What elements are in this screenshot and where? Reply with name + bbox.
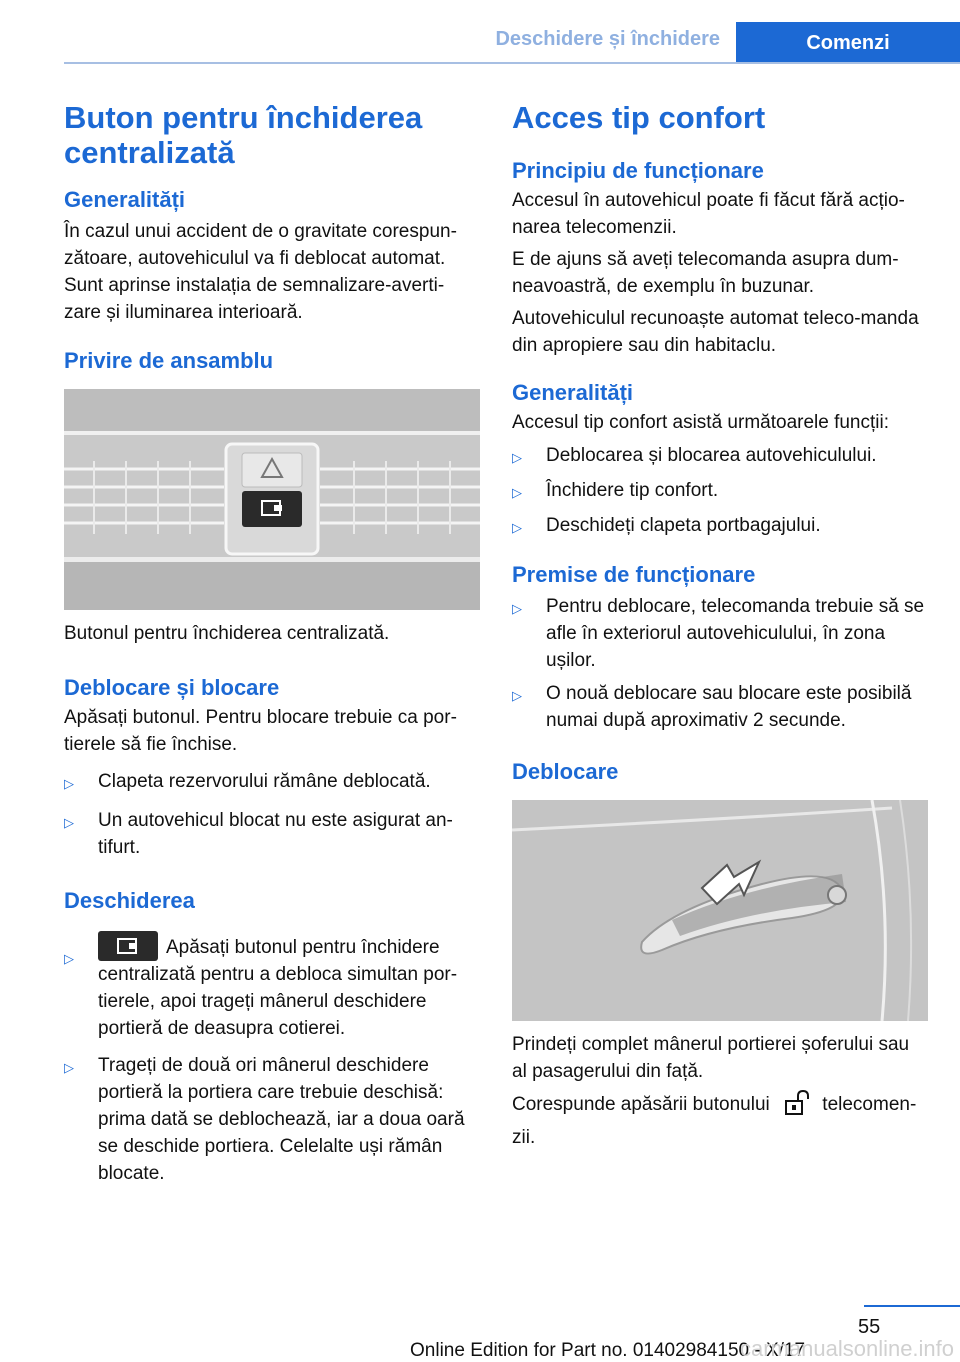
left-column <box>64 100 480 1187</box>
header-section-title: Deschidere și închidere <box>495 28 720 50</box>
triangle-right-icon: ▷ <box>64 776 74 791</box>
general-text: În cazul unui accident de o gravitate corespun-zătoare, autovehiculul va fi deblocat automat. Sunt aprinse instalația de semnalizare-averti-zare și iluminarea interioară. <box>64 221 457 323</box>
list-item-text: O nouă deblocare sau blocare este posibilă numai după aproximativ 2 secunde. <box>546 683 912 731</box>
page-number: 55 <box>858 1316 881 1338</box>
header-rule <box>64 62 960 64</box>
heading-principle: Principiu de funcționare <box>512 158 764 183</box>
heading-unlocking: Deblocare <box>512 759 619 784</box>
list-item-text: Deblocarea și blocarea autovehiculului. <box>546 445 877 466</box>
triangle-right-icon: ▷ <box>512 485 522 500</box>
section-title-comfort-access: Acces tip confort <box>512 100 766 135</box>
right-column <box>512 100 928 1151</box>
principle-text-2: E de ajuns să aveți telecomanda asupra dum-neavoastră, de exemplu în buzunar. <box>512 249 899 297</box>
unlock-lock-text: Apăsați butonul. Pentru blocare trebuie ca por-tierele să fie închise. <box>64 707 457 755</box>
heading-premises: Premise de funcționare <box>512 562 756 587</box>
list-item <box>512 477 928 506</box>
heading-general-right: Generalități <box>512 380 634 405</box>
triangle-right-icon: ▷ <box>64 815 74 830</box>
triangle-right-icon: ▷ <box>512 450 522 465</box>
heading-opening: Deschiderea <box>64 888 195 913</box>
list-item <box>64 931 480 1042</box>
general-right-text: Accesul tip confort asistă următoarele funcții: <box>512 412 890 433</box>
triangle-right-icon: ▷ <box>64 951 74 966</box>
principle-text-1: Accesul în autovehicul poate fi făcut fără acțio-narea telecomenzii. <box>512 190 905 238</box>
list-item <box>512 442 928 471</box>
central-lock-button-figure <box>64 389 480 610</box>
list-item-text: Pentru deblocare, telecomanda trebuie să se afle în exteriorul autovehiculului, în zona ușilor. <box>546 596 925 671</box>
list-item-text: Un autovehicul blocat nu este asigurat an-tifurt. <box>98 810 453 858</box>
list-item-text: Apăsați butonul pentru închidere centralizată pentru a debloca simultan por-tierele, apoi trageți mânerul deschidere portieră de deasupra cotierei. <box>98 937 458 1039</box>
unlocking-text-1: Prindeți complet mânerul portierei șoferului sau al pasagerului din față. <box>512 1034 910 1082</box>
list-item <box>64 1052 480 1187</box>
door-lock-icon <box>98 931 158 961</box>
list-item <box>64 768 480 797</box>
watermark: carmanualsonline.info <box>740 1336 955 1361</box>
triangle-right-icon: ▷ <box>512 688 522 703</box>
figure-caption-central-lock: Butonul pentru închiderea centralizată. <box>64 623 390 644</box>
triangle-right-icon: ▷ <box>512 520 522 535</box>
triangle-right-icon: ▷ <box>512 601 522 616</box>
principle-text-3: Autovehiculul recunoaște automat teleco-manda din apropiere sau din habitaclu. <box>512 308 919 356</box>
triangle-right-icon: ▷ <box>64 1060 74 1075</box>
list-item <box>512 593 928 674</box>
heading-overview: Privire de ansamblu <box>64 348 274 373</box>
heading-unlock-lock: Deblocare și blocare <box>64 675 280 700</box>
list-item <box>512 512 928 541</box>
section-title-central-lock: Buton pentru închiderea centralizată <box>64 100 423 170</box>
footer-rule <box>864 1305 960 1307</box>
unlocking-text-2-part-b: telecomen-zii. <box>512 1094 917 1148</box>
edition-text: Online Edition for Part no. 01402984150 - X/17 <box>410 1340 806 1361</box>
heading-general: Generalități <box>64 187 186 212</box>
list-item <box>512 680 928 734</box>
header-chapter-tab[interactable]: Comenzi <box>736 22 960 64</box>
list-item-text: Clapeta rezervorului rămâne deblocată. <box>98 771 431 792</box>
unlocking-text-2-part-a: Corespunde apăsării butonului <box>512 1094 770 1115</box>
door-handle-figure <box>512 800 928 1021</box>
list-item-text: Trageți de două ori mânerul deschidere portieră la portiera care trebuie deschisă: prima dată se deblochează, iar a doua oară se deschide portiera. Celelalte uși rămân blocate. <box>98 1055 465 1184</box>
list-item-text-block <box>98 931 480 1042</box>
list-item <box>64 807 480 861</box>
unlocking-text-2 <box>512 1090 928 1151</box>
list-item-text: Deschideți clapeta portbagajului. <box>546 515 821 536</box>
list-item-text: Închidere tip confort. <box>546 480 719 501</box>
padlock-open-icon <box>781 1090 811 1124</box>
